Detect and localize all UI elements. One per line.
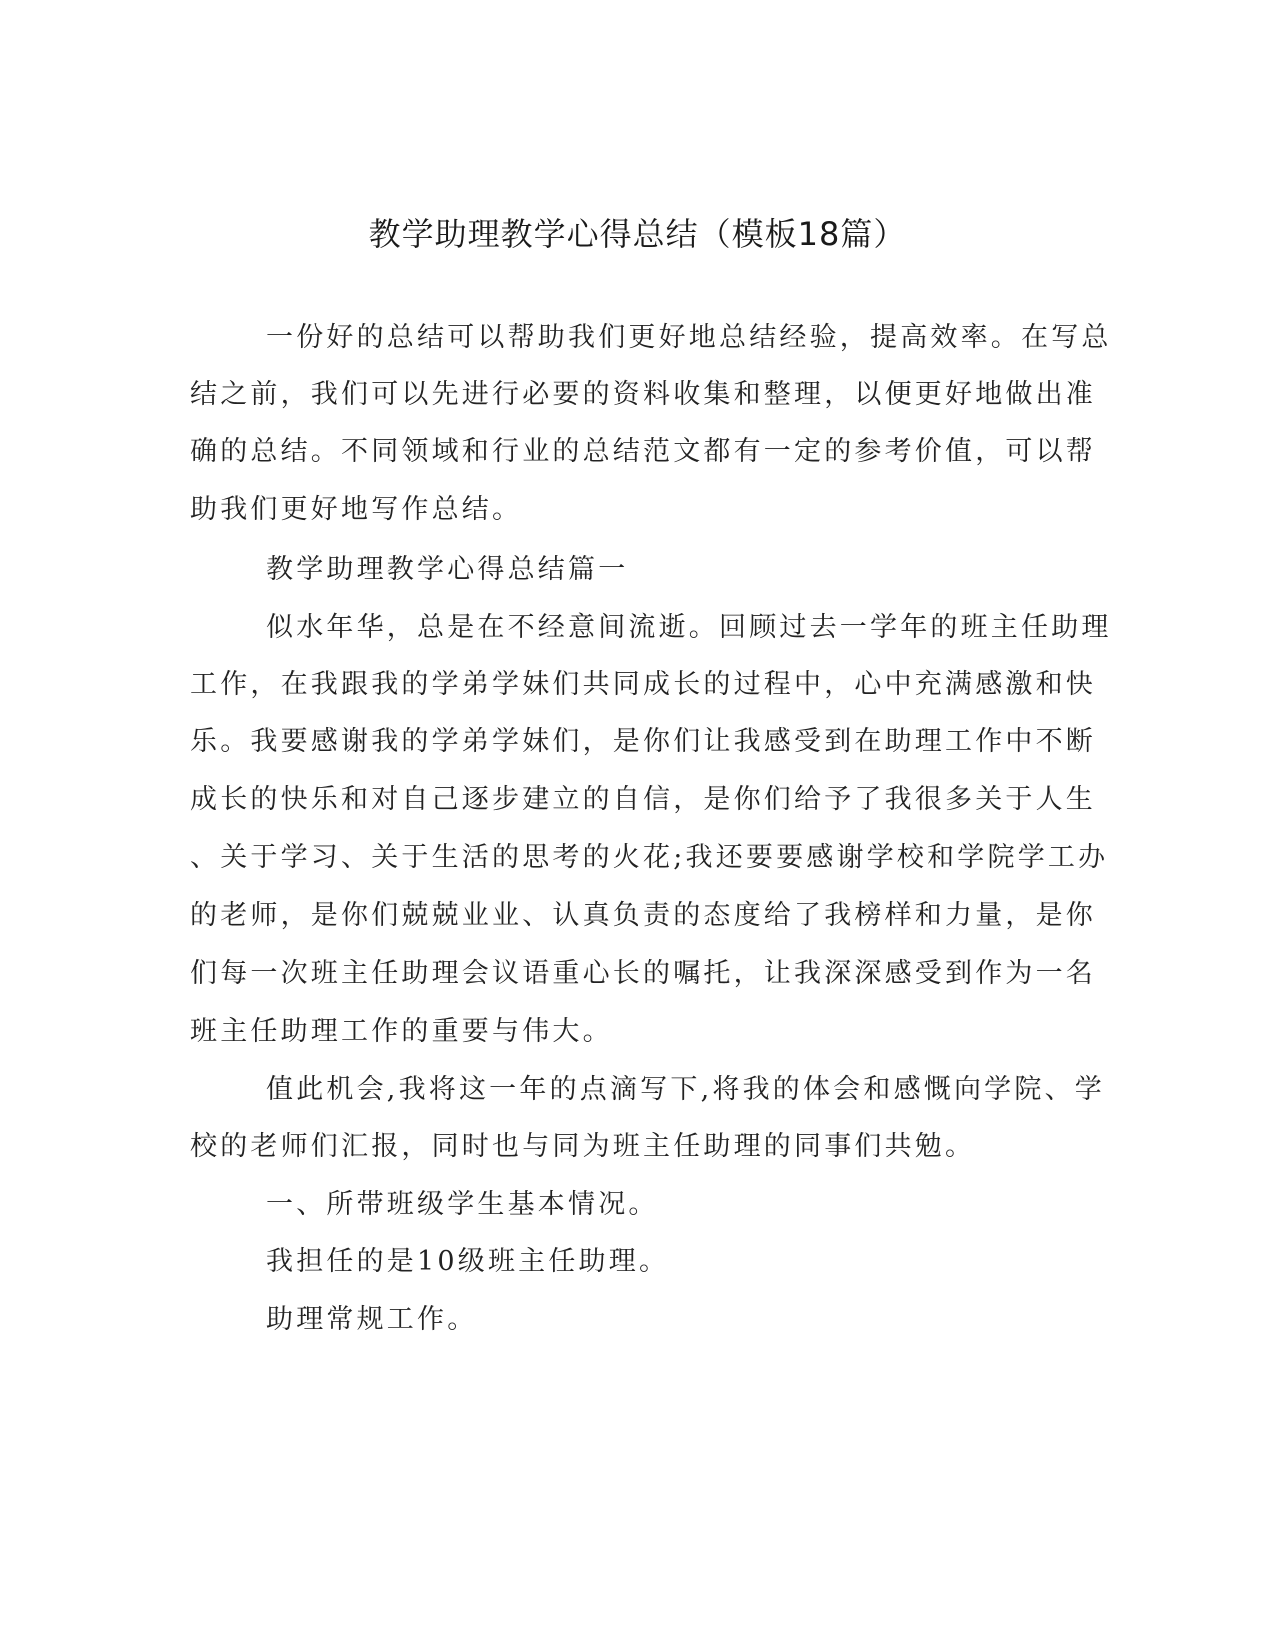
paragraph-line: 助我们更好地写作总结。 — [190, 494, 523, 525]
paragraph-line: 校的老师们汇报，同时也与同为班主任助理的同事们共勉。 — [190, 1131, 976, 1162]
paragraph-line: 们每一次班主任助理会议语重心长的嘱托，让我深深感受到作为一名 — [190, 958, 1096, 989]
paragraph-line: 班主任助理工作的重要与伟大。 — [190, 1016, 613, 1047]
paragraph-line: 成长的快乐和对自己逐步建立的自信，是你们给予了我很多关于人生 — [190, 784, 1096, 815]
document-title: 教学助理教学心得总结（模板18篇） — [368, 215, 907, 253]
paragraph-line: 工作，在我跟我的学弟学妹们共同成长的过程中，心中充满感激和快 — [190, 669, 1096, 700]
paragraph-line: 我担任的是10级班主任助理。 — [266, 1246, 670, 1277]
paragraph-line: 、关于学习、关于生活的思考的火花;我还要要感谢学校和学院学工办 — [190, 842, 1109, 873]
paragraph-line: 值此机会,我将这一年的点滴写下,将我的体会和感慨向学院、学 — [266, 1074, 1105, 1105]
section-heading: 一、所带班级学生基本情况。 — [266, 1189, 659, 1220]
section-heading: 教学助理教学心得总结篇一 — [266, 554, 629, 585]
paragraph-line: 似水年华，总是在不经意间流逝。回顾过去一学年的班主任助理 — [266, 612, 1112, 643]
paragraph-line: 乐。我要感谢我的学弟学妹们，是你们让我感受到在助理工作中不断 — [190, 726, 1096, 757]
paragraph-line: 一份好的总结可以帮助我们更好地总结经验，提高效率。在写总 — [266, 322, 1112, 353]
paragraph-line: 助理常规工作。 — [266, 1304, 478, 1335]
paragraph-line: 结之前，我们可以先进行必要的资料收集和整理，以便更好地做出准 — [190, 379, 1096, 410]
paragraph-line: 的老师，是你们兢兢业业、认真负责的态度给了我榜样和力量，是你 — [190, 900, 1096, 931]
paragraph-line: 确的总结。不同领域和行业的总结范文都有一定的参考价值，可以帮 — [190, 436, 1096, 467]
